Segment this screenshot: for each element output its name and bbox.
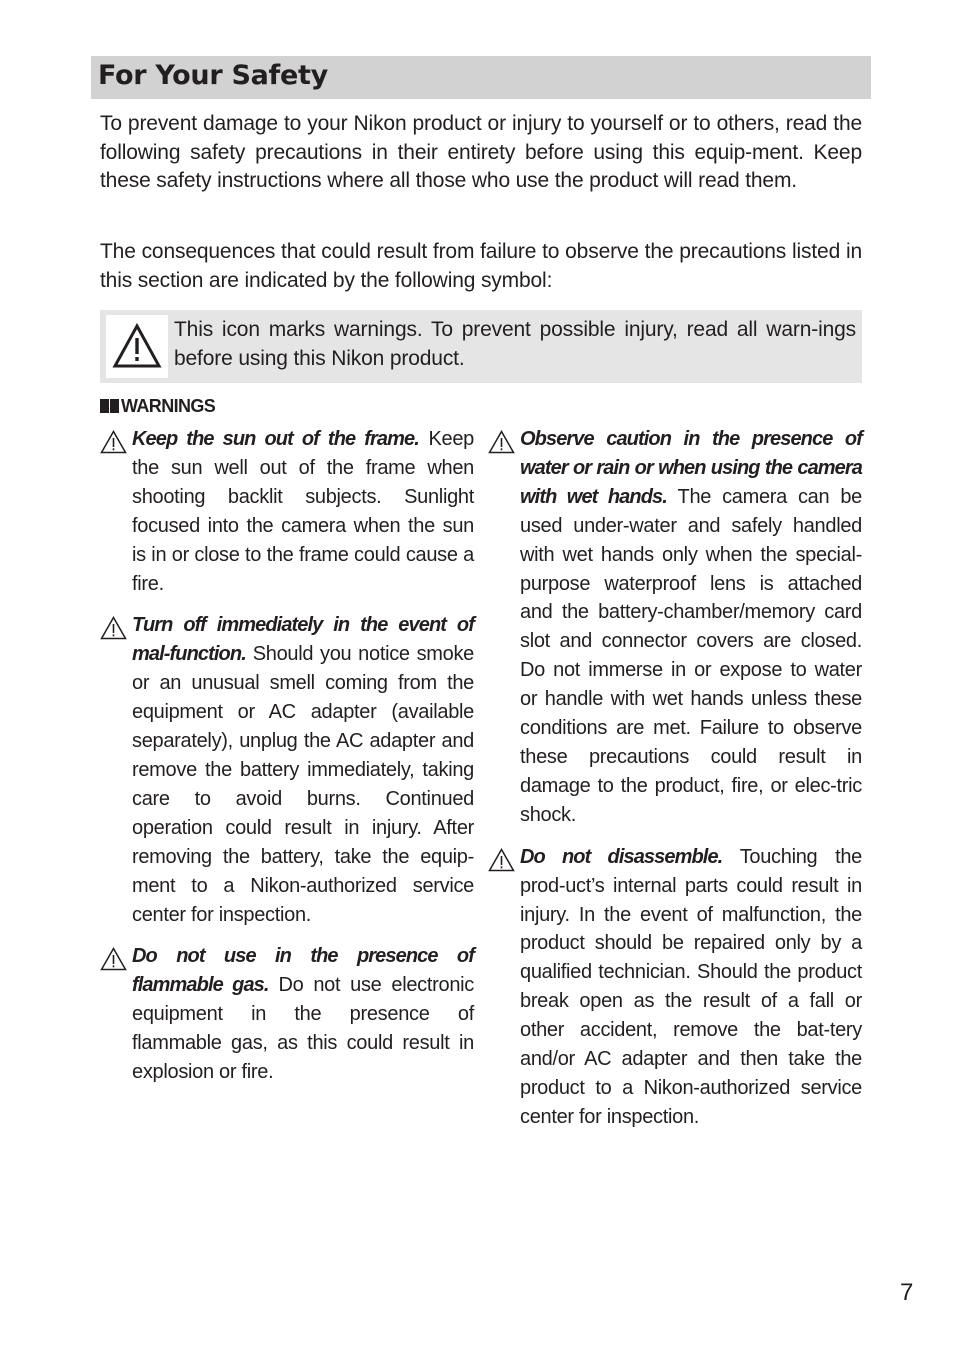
warning-title: Do not use in the presence of flammable gas.	[132, 945, 474, 997]
warning-body: Keep the sun well out of the frame when shooting backlit subjects. Sunlight focused into the camera when the sun is in or close to the frame could cause a fire.	[132, 428, 474, 595]
warning-triangle-icon	[100, 616, 127, 640]
warnings-heading	[100, 395, 215, 417]
warning-triangle-icon	[488, 848, 515, 872]
warning-title: Keep the sun out of the frame.	[132, 428, 419, 450]
page-title: For Your Safety	[98, 60, 328, 91]
warning-body: The camera can be used under-water and safely handled with wet hands only when the special-purpose waterproof lens is attached and the battery-chamber/memory card slot and connector covers are closed. Do not immerse in or expose to water or handle with wet hands unless these conditions are met. Failure to observe these precautions could result in damage to the product, fire, or elec-tric shock.	[520, 485, 862, 826]
warning-title: Do not disassemble.	[520, 845, 723, 868]
section-title-bar	[91, 56, 871, 99]
warning-body: Should you notice smoke or an unusual smell coming from the equipment or AC adapter (available separately), unplug the AC adapter and remove the battery immediately, taking care to avoid burns. Continued operation could result in injury. After removing the battery, take the equip-ment to a Nikon-authorized service center for inspection.	[132, 643, 474, 926]
heading-bullet-icon	[100, 399, 119, 413]
warning-item	[100, 425, 474, 598]
symbol-explanation-text: This icon marks warnings. To prevent possible injury, read all warn-ings before using this Nikon product.	[174, 318, 856, 370]
warning-item	[100, 942, 474, 1087]
warning-title: Turn off immediately in the event of mal-function.	[132, 614, 474, 666]
intro-paragraph-2: The consequences that could result from failure to observe the precautions listed in this section are indicated by the following symbol:	[100, 240, 862, 292]
warning-triangle-icon	[488, 430, 515, 454]
warnings-right-column	[488, 425, 862, 1145]
warnings-heading-label: WARNINGS	[121, 396, 216, 416]
warning-body: Do not use electronic equipment in the presence of flammable gas, as this could result in explosion or fire.	[132, 974, 474, 1084]
warning-body: Touching the prod-uct’s internal parts could result in injury. In the event of malfunction, the product should be repaired only by a qualified technician. Should the product break open as the result of a fall or other accident, remove the bat-tery and/or AC adapter and then take the product to a Nikon-authorized service center for inspection.	[520, 845, 862, 1128]
symbol-explanation-box	[100, 310, 862, 383]
warning-item	[488, 425, 862, 830]
warning-item	[488, 843, 862, 1132]
warning-item	[100, 611, 474, 929]
warning-triangle-icon	[100, 430, 127, 454]
page-number: 7	[900, 1279, 914, 1306]
warnings-left-column	[100, 425, 474, 1100]
warning-triangle-icon	[112, 323, 162, 369]
warning-title: Observe caution in the presence of water or rain or when using the camera with wet hands.	[520, 428, 862, 508]
warning-symbol-cell	[106, 315, 168, 378]
warning-triangle-icon	[100, 947, 127, 971]
intro-paragraph-1: To prevent damage to your Nikon product or injury to yourself or to others, read the following safety precautions in their entirety before using this equip-ment. Keep these safety instructions where all those who use the product will read them.	[100, 112, 862, 193]
